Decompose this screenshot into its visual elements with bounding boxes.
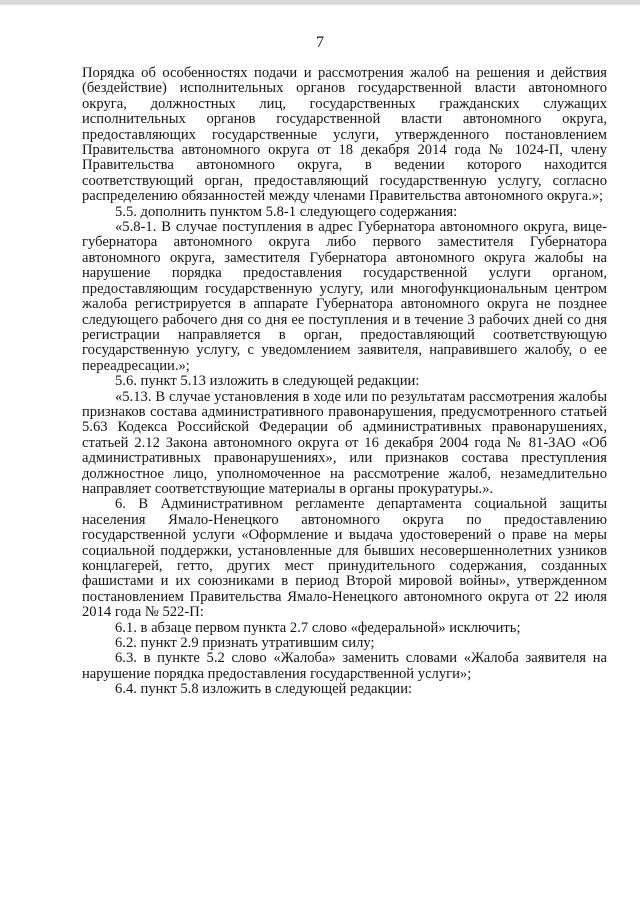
document-body	[82, 66, 607, 698]
scan-top-edge	[0, 0, 640, 5]
paragraph-6: 6. В Административном регламенте департамента социальной защиты населения Ямало-Ненецкого автономного округа по предоставлению государственной услуги «Оформление и выдача удостоверений о праве на меры социальной поддержки, установленные для бывших несовершеннолетних узников концлагерей, гетто, других мест принудительного содержания, созданных фашистами и их союзниками в период Второй мировой войны», утвержденном постановлением Правительства Ямало-Ненецкого автономного округа от 22 июля 2014 года № 522-П:	[82, 496, 607, 621]
paragraph-5-8-1: «5.8-1. В случае поступления в адрес Губернатора автономного округа, вице-губернатора автономного округа либо первого заместителя Губернатора автономного округа, заместителя Губернатора автономного округа жалобы на нарушение порядка предоставления государственной услуги органом, предоставляющим государственную услугу, или многофункциональным центром жалоба регистрируется в аппарате Губернатора автономного округа не позднее следующего рабочего дня со дня ее поступления и в течение 3 рабочих дней со дня регистрации направляется в орган, предоставляющий соответствующую государственную услугу, с уведомлением заявителя, направившего жалобу, о ее переадресации.»;	[82, 219, 607, 374]
paragraph-5-6: 5.6. пункт 5.13 изложить в следующей редакции:	[115, 373, 420, 390]
paragraph-5-13: «5.13. В случае установления в ходе или по результатам рассмотрения жалобы признаков состава административного правонарушения, предусмотренного статьей 5.63 Кодекса Российской Федерации об административных правонарушениях, статьей 2.12 Закона автономного округа от 16 декабря 2004 года № 81-ЗАО «Об административных правонарушениях», или признаков состава преступления должностное лицо, уполномоченное на рассмотрение жалоб, незамедлительно направляет соответствующие материалы в органы прокуратуры.».	[82, 388, 607, 497]
paragraph-6-1: 6.1. в абзаце первом пункта 2.7 слово «федеральной» исключить;	[115, 619, 521, 636]
page-number: 7	[316, 34, 324, 51]
paragraph-6-3: 6.3. в пункте 5.2 слово «Жалоба» заменить словами «Жалоба заявителя на нарушение порядка предоставления государственной услуги»;	[82, 650, 607, 682]
paragraph-5-5: 5.5. дополнить пунктом 5.8-1 следующего содержания:	[115, 203, 458, 220]
paragraph-6-4: 6.4. пункт 5.8 изложить в следующей редакции:	[115, 681, 413, 698]
paragraph-continuation: Порядка об особенностях подачи и рассмотрения жалоб на решения и действия (бездействие) исполнительных органов государственной власти автономного округа, должностных лиц, государственных гражданских служащих исполнительных органов государственной власти автономного округа, предоставляющих государственные услуги, утвержденного постановлением Правительства автономного округа от 18 декабря 2014 года № 1024-П, члену Правительства автономного округа, в ведении которого находится соответствующий орган, предоставляющий государственную услугу, согласно распределению обязанностей между членами Правительства автономного округа.»;	[82, 65, 607, 205]
paragraph-6-2: 6.2. пункт 2.9 признать утратившим силу;	[115, 635, 375, 652]
